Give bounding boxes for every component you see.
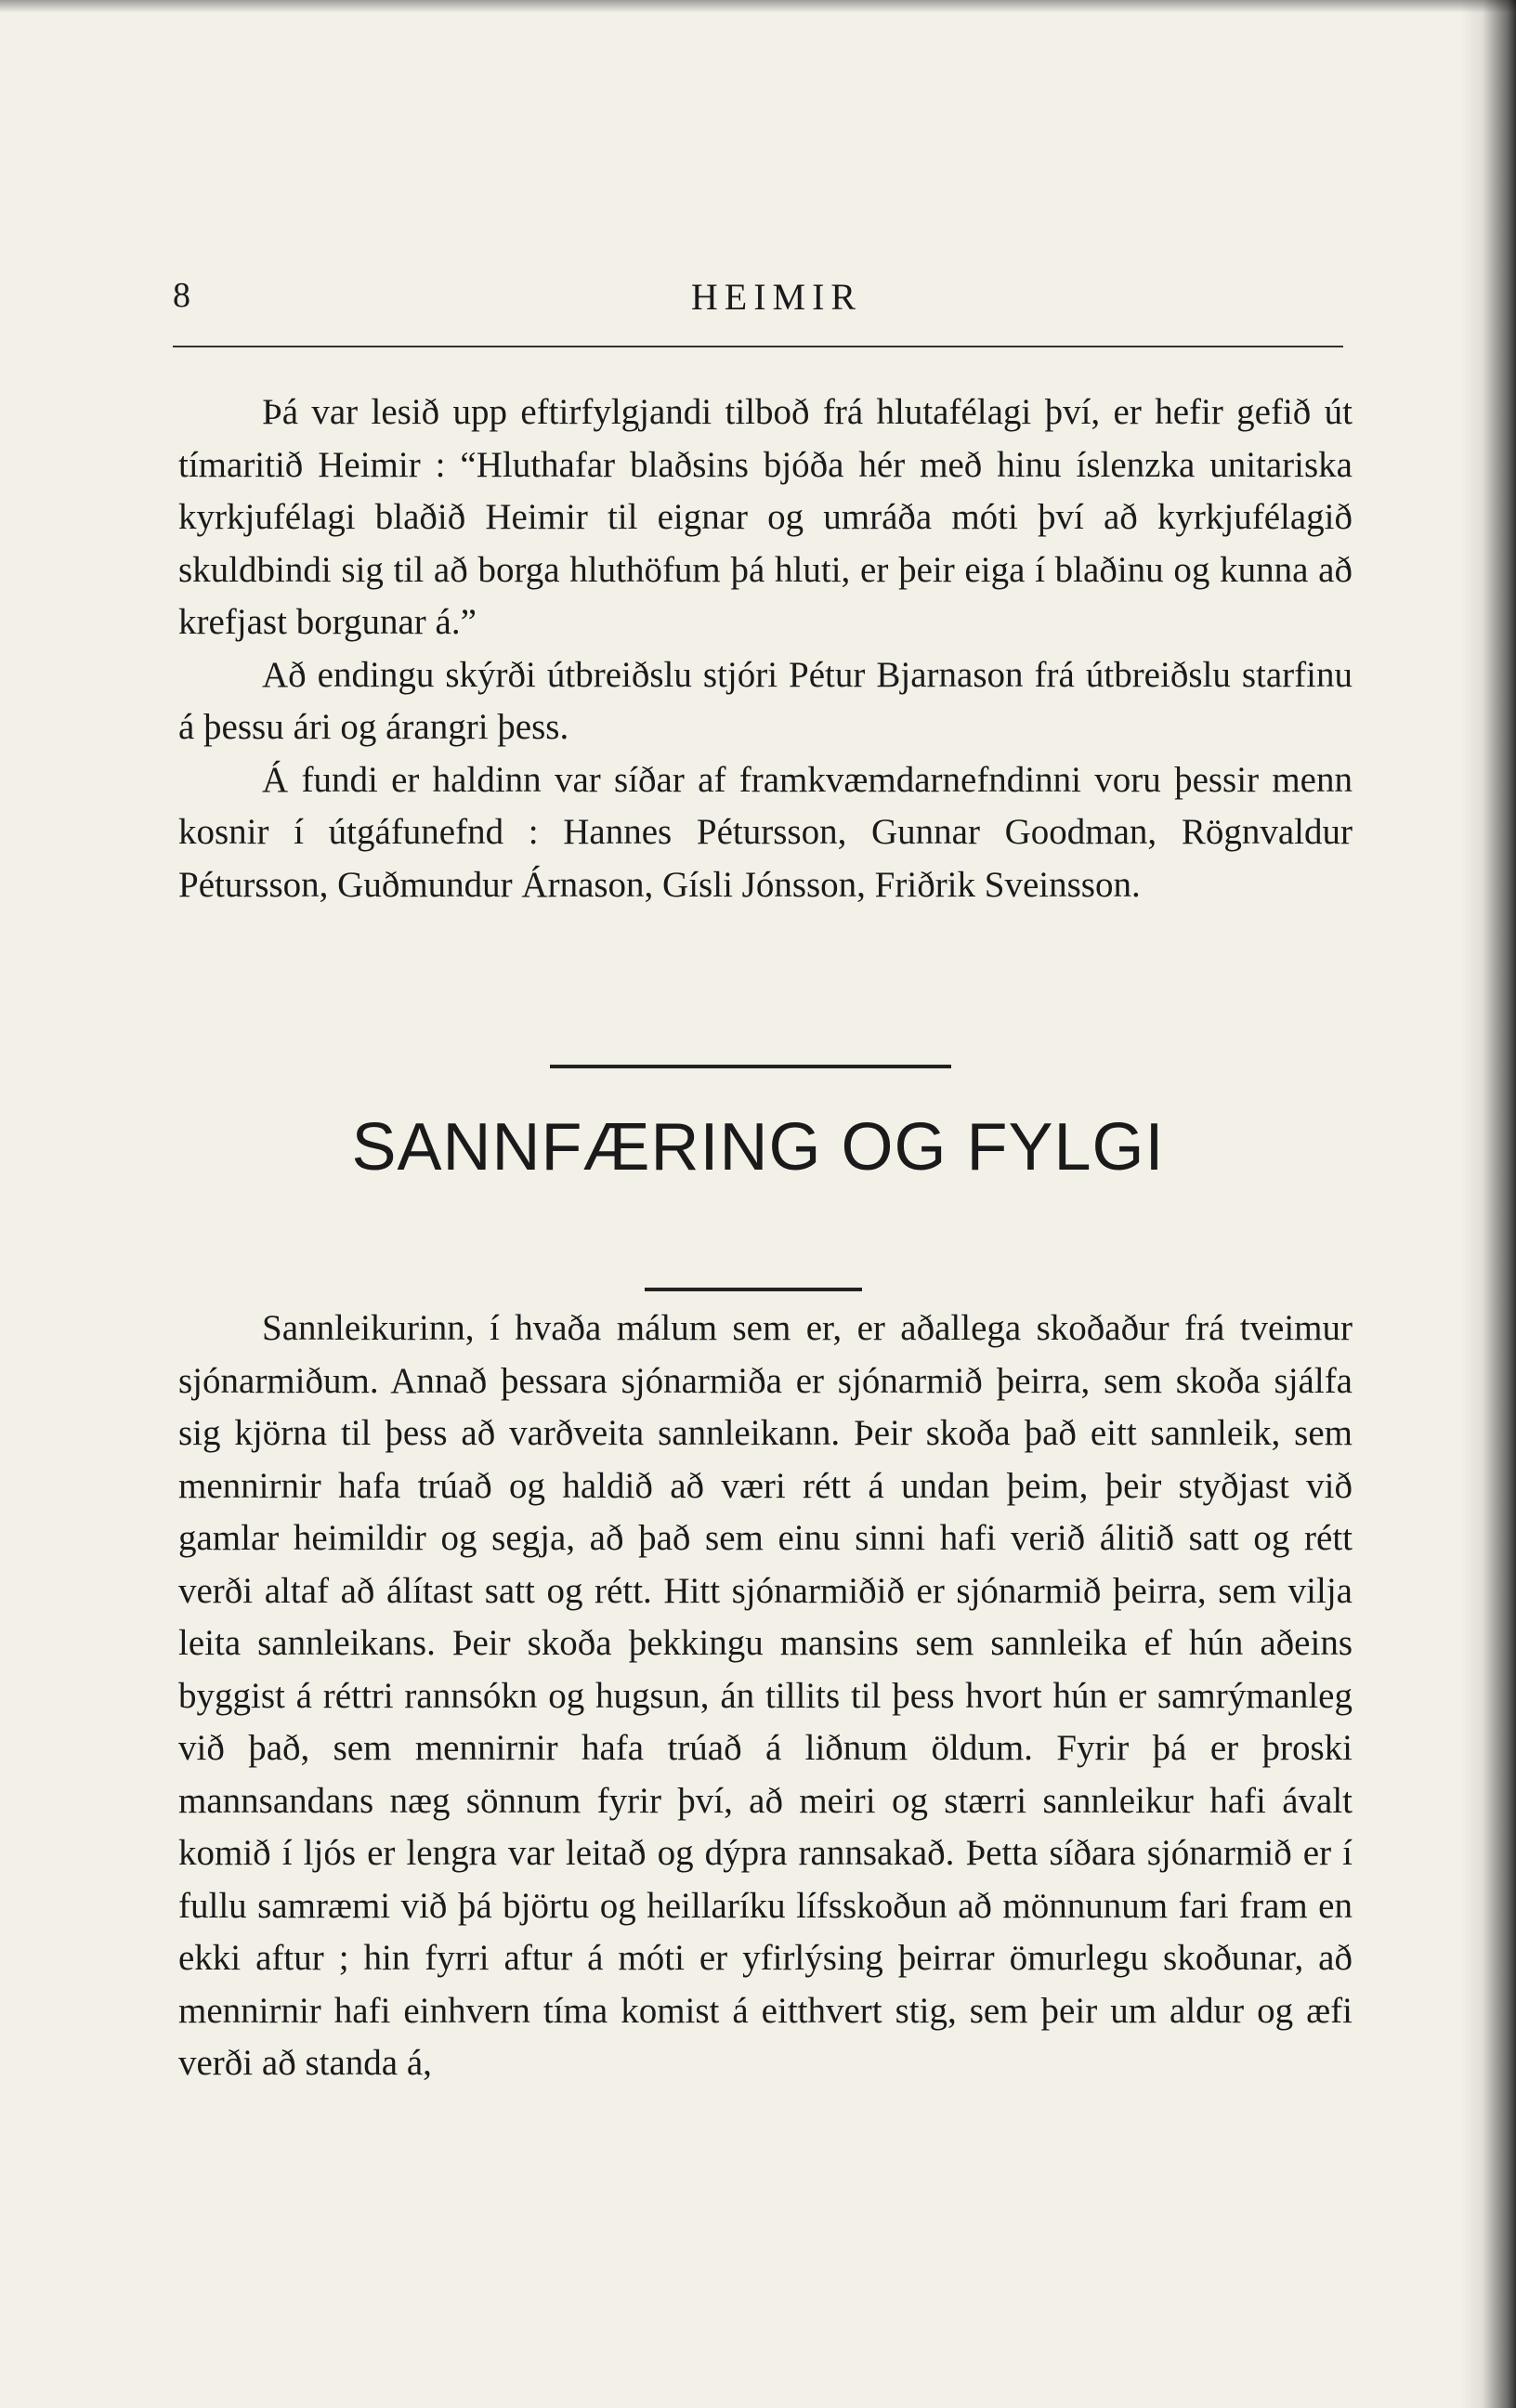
paragraph: Á fundi er haldinn var síðar af framkvæmdarnefndinni voru þessir menn kosnir í útgáfunefnd : Hannes Pétursson, Gunnar Goodman, Rögnvaldur Pétursson, Guðmundur Árnason, Gísli Jónsson, Friðrik Sveinsson.: [178, 759, 1353, 905]
article-body: [178, 1302, 1353, 2090]
paragraph: Að endingu skýrði útbreiðslu stjóri Pétur Bjarnason frá útbreiðslu starfinu á þessu ári og árangri þess.: [178, 654, 1353, 747]
header-rule: [173, 346, 1343, 347]
page-number: 8: [173, 276, 190, 315]
meeting-minutes-text: [178, 386, 1353, 911]
article-title: SANNFÆRING OG FYLGI: [351, 1110, 1165, 1184]
section-rule-bottom: [645, 1288, 862, 1291]
page-top-edge: [0, 0, 1516, 13]
section-rule-top: [550, 1065, 951, 1068]
running-head: HEIMIR: [690, 276, 863, 318]
paragraph: Þá var lesið upp eftirfylgjandi tilboð frá hlutafélagi því, er hefir gefið út tímaritið Heimir : “Hluthafar blaðsins bjóða hér með hinu íslenzka unitariska kyrkjufélagi blaðið Heimir til eignar og umráða móti því að kyrkjufélagið skuldbindi sig til að borga hluthöfum þá hluti, er þeir eiga í blaðinu og kunna að krefjast borgunar á.”: [178, 392, 1353, 642]
page-header: [173, 275, 1343, 331]
spine-shadow: [1460, 0, 1516, 2408]
paragraph: Sannleikurinn, í hvaða málum sem er, er aðallega skoðaður frá tveimur sjónarmiðum. Annað þessara sjónarmiða er sjónarmið þeirra, sem skoða sjálfa sig kjörna til þess að varðveita sannleikann. Þeir skoða það eitt sannleik, sem mennirnir hafa trúað og haldið að væri rétt á undan þeim, þeir styðjast við gamlar heimildir og segja, að það sem einu sinni hafi verið álitið satt og rétt verði altaf að álítast satt og rétt. Hitt sjónarmiðið er sjónarmið þeirra, sem vilja leita sannleikans. Þeir skoða þekkingu mansins sem sannleika ef hún aðeins byggist á réttri rannsókn og hugsun, án tillits til þess hvort hún er samrýmanleg við það, sem mennirnir hafa trúað á liðnum öldum. Fyrir þá er þroski mannsandans næg sönnum fyrir því, að meiri og stærri sannleikur hafi ávalt komið í ljós er lengra var leitað og dýpra rannsakað. Þetta síðara sjónarmið er í fullu samræmi við þá björtu og heillaríku lífsskoðun að mönnunum fari fram en ekki aftur ; hin fyrri aftur á móti er yfirlýsing þeirrar ömurlegu skoðunar, að mennirnir hafi einhvern tíma komist á eitthvert stig, sem þeir um aldur og æfi verði að standa á,: [178, 1308, 1353, 2083]
